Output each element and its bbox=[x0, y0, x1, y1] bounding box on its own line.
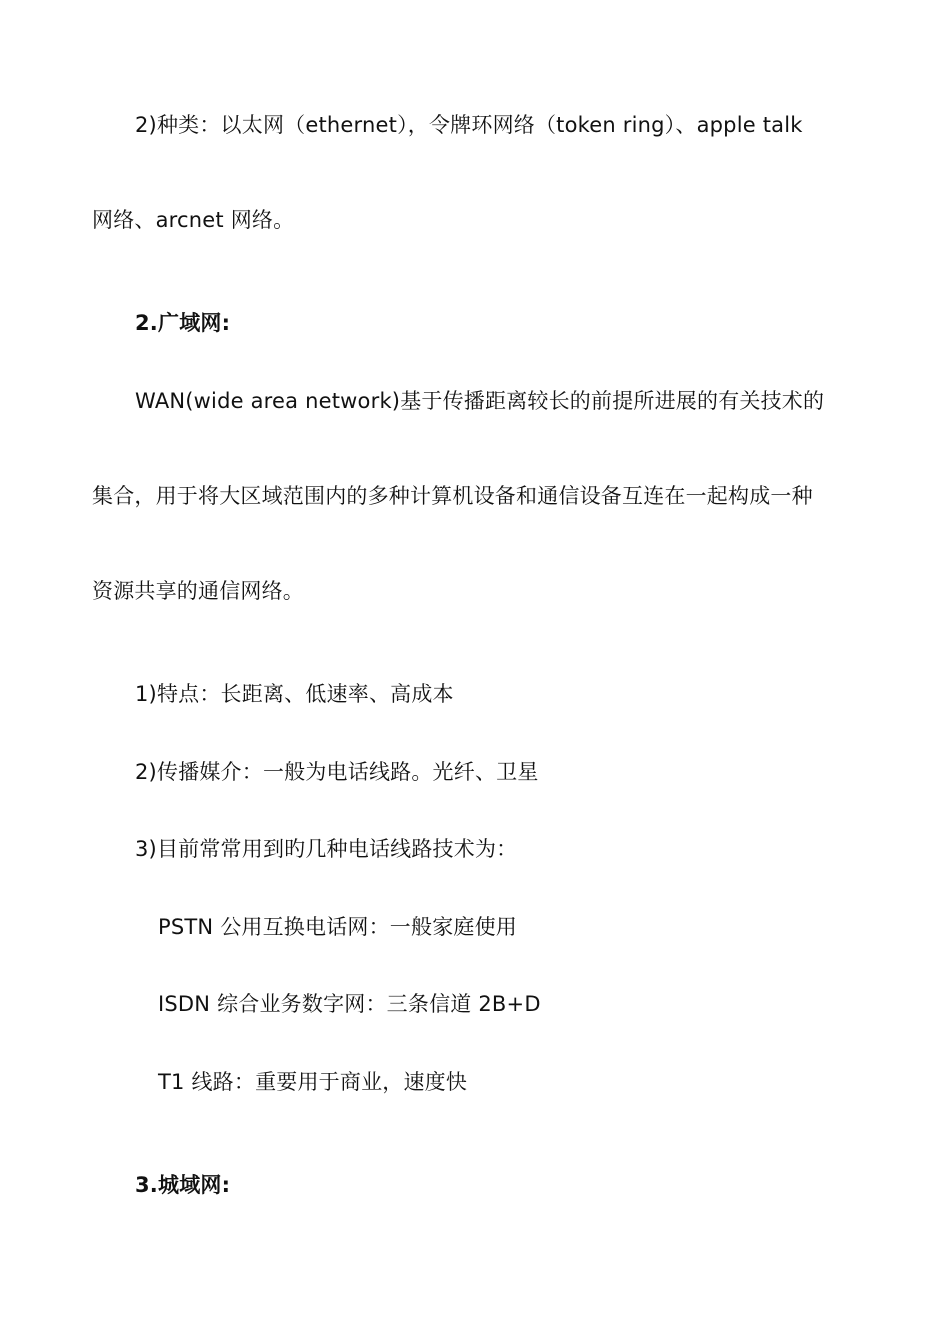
wan-tech-t1: T1 线路：重要用于商业，速度快 bbox=[158, 1070, 468, 1094]
wan-tech-pstn: PSTN 公用互换电话网：一般家庭使用 bbox=[158, 915, 518, 939]
wan-description-line-3: 资源共享的通信网络。 bbox=[92, 579, 304, 603]
wan-description-line-2: 集合，用于将大区域范围内的多种计算机设备和通信设备互连在一起构成一种 bbox=[92, 484, 813, 508]
lan-types-line-2: 网络、arcnet 网络。 bbox=[92, 208, 295, 232]
wan-description-line-1: WAN(wide area network)基于传播距离较长的前提所进展的有关技术的 bbox=[135, 389, 825, 413]
wan-tech-intro-item: 3)目前常常用到旳几种电话线路技术为： bbox=[135, 837, 518, 861]
wan-feature-item: 1)特点：长距离、低速率、高成本 bbox=[135, 682, 454, 706]
man-heading: 3.城域网: bbox=[135, 1173, 231, 1197]
wan-tech-isdn: ISDN 综合业务数字网：三条信道 2B+D bbox=[158, 992, 541, 1016]
lan-types-line-1: 2)种类：以太网（ethernet），令牌环网络（token ring）、apple talk bbox=[135, 113, 803, 137]
wan-media-item: 2)传播媒介：一般为电话线路。光纤、卫星 bbox=[135, 760, 539, 784]
wan-heading: 2.广域网: bbox=[135, 311, 231, 335]
